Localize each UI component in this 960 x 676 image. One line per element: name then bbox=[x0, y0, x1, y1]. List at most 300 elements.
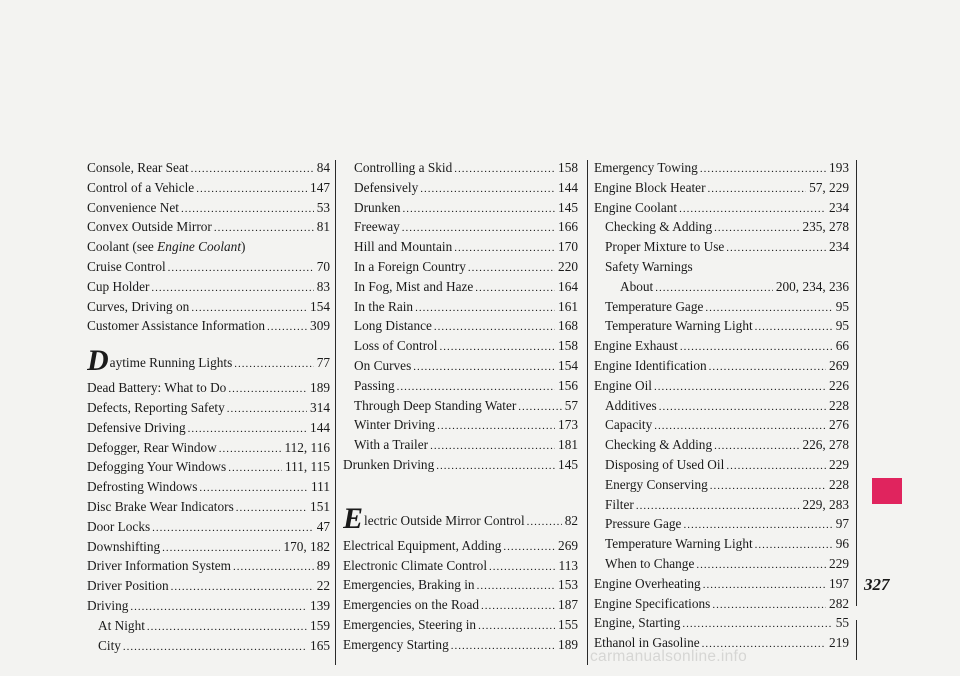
index-entry bbox=[594, 336, 849, 356]
entry-page-ref: 159 bbox=[310, 617, 330, 633]
entry-label bbox=[354, 178, 418, 198]
entry-page-ref: 226, 278 bbox=[802, 437, 849, 453]
index-entry bbox=[87, 378, 330, 398]
entry-page-ref: 170, 182 bbox=[283, 538, 330, 554]
index-entry bbox=[343, 435, 578, 455]
entry-label-text: In a Foreign Country bbox=[354, 258, 466, 274]
index-entry bbox=[343, 178, 578, 198]
entry-label-text: Emergencies on the Road bbox=[343, 597, 480, 613]
leader-dots bbox=[679, 200, 826, 218]
leader-dots bbox=[191, 160, 314, 178]
leader-dots bbox=[236, 499, 307, 517]
entry-label bbox=[605, 396, 657, 416]
entry-label bbox=[343, 536, 501, 556]
index-entry bbox=[594, 158, 849, 178]
entry-label-text: Engine Overheating bbox=[594, 575, 701, 591]
index-entry bbox=[343, 217, 578, 237]
entry-label bbox=[87, 237, 245, 257]
entry-label bbox=[605, 237, 724, 257]
leader-dots bbox=[171, 578, 314, 596]
entry-label-text: Defensively bbox=[354, 179, 419, 195]
entry-label bbox=[354, 277, 473, 297]
entry-label bbox=[87, 378, 226, 398]
entry-label-text: Convex Outside Mirror bbox=[87, 219, 212, 235]
entry-label-text: Temperature Warning Light bbox=[605, 536, 753, 552]
index-entry bbox=[343, 396, 578, 416]
entry-label-tail: ) bbox=[241, 239, 246, 255]
leader-dots bbox=[228, 459, 282, 477]
index-entry bbox=[343, 556, 578, 576]
leader-dots bbox=[654, 417, 826, 435]
entry-label bbox=[605, 297, 703, 317]
entry-label-text: Defects, Reporting Safety bbox=[87, 399, 225, 415]
entry-label-text: Ethanol in Gasoline bbox=[594, 635, 700, 651]
leader-dots bbox=[415, 299, 555, 317]
index-entry bbox=[343, 635, 578, 655]
entry-label bbox=[87, 158, 189, 178]
entry-label-text: Coolant (see bbox=[87, 239, 158, 255]
leader-dots bbox=[680, 338, 833, 356]
entry-page-ref: 57 bbox=[564, 397, 578, 413]
entry-label-text: Filter bbox=[605, 496, 634, 512]
entry-label bbox=[354, 217, 400, 237]
entry-label bbox=[87, 178, 194, 198]
entry-label bbox=[354, 297, 413, 317]
entry-page-ref: 269 bbox=[829, 357, 849, 373]
entry-label-text: Dead Battery: What to Do bbox=[87, 380, 227, 396]
index-entry bbox=[87, 217, 330, 237]
leader-dots bbox=[181, 200, 314, 218]
index-entry bbox=[594, 435, 849, 455]
leader-dots bbox=[527, 507, 562, 536]
entry-label bbox=[605, 316, 753, 336]
leader-dots bbox=[162, 539, 280, 557]
leader-dots bbox=[454, 239, 555, 257]
entry-page-ref: 228 bbox=[829, 476, 849, 492]
entry-label-italic: Engine Coolant bbox=[157, 239, 242, 255]
entry-label-text: Door Locks bbox=[87, 518, 151, 534]
entry-page-ref: 314 bbox=[310, 399, 330, 415]
entry-page-ref: 158 bbox=[558, 160, 578, 175]
index-entry bbox=[87, 517, 330, 537]
leader-dots bbox=[199, 479, 308, 497]
entry-label bbox=[605, 534, 753, 554]
entry-page-ref: 144 bbox=[558, 179, 578, 195]
entry-label bbox=[87, 297, 189, 317]
index-entry bbox=[87, 277, 330, 297]
leader-dots bbox=[659, 398, 826, 416]
leader-dots bbox=[682, 615, 832, 633]
entry-label bbox=[605, 435, 712, 455]
entry-label bbox=[620, 277, 653, 297]
index-entry bbox=[594, 475, 849, 495]
entry-label-text: Engine Oil bbox=[594, 377, 652, 393]
entry-label-text: Emergencies, Braking in bbox=[343, 577, 475, 593]
entry-label-text: Driving bbox=[87, 597, 129, 613]
index-entry bbox=[87, 497, 330, 517]
entry-page-ref: 189 bbox=[310, 380, 330, 396]
entry-label-text: Cup Holder bbox=[87, 278, 150, 294]
entry-page-ref: 197 bbox=[829, 575, 849, 591]
index-entry bbox=[87, 576, 330, 596]
index-entry bbox=[594, 257, 849, 277]
index-entry bbox=[87, 596, 330, 616]
index-entry bbox=[343, 455, 578, 475]
entry-label bbox=[87, 576, 169, 596]
leader-dots bbox=[436, 457, 555, 475]
entry-label-text: With a Trailer bbox=[354, 437, 429, 453]
leader-dots bbox=[191, 299, 307, 317]
entry-label bbox=[354, 396, 516, 416]
entry-label-text: Defensive Driving bbox=[87, 419, 186, 435]
entry-label-text: Engine, Starting bbox=[594, 615, 681, 631]
index-entry bbox=[87, 178, 330, 198]
entry-label-text: Defrosting Windows bbox=[87, 479, 198, 495]
entry-label bbox=[605, 495, 634, 515]
leader-dots bbox=[481, 597, 555, 615]
entry-page-ref: 139 bbox=[310, 597, 330, 613]
entry-label bbox=[87, 418, 186, 438]
leader-dots bbox=[468, 259, 555, 277]
entry-label-text: Engine Block Heater bbox=[594, 179, 706, 195]
entry-label bbox=[343, 635, 449, 655]
entry-label-text: Temperature Warning Light bbox=[605, 318, 753, 334]
entry-label-text: Drunken Driving bbox=[343, 456, 435, 472]
entry-label bbox=[87, 348, 232, 378]
index-entry bbox=[343, 415, 578, 435]
index-entry bbox=[343, 376, 578, 396]
leader-dots bbox=[477, 577, 555, 595]
entry-label bbox=[354, 198, 401, 218]
index-entry bbox=[87, 257, 330, 277]
leader-dots bbox=[439, 338, 555, 356]
entry-label-text: Disc Brake Wear Indicators bbox=[87, 498, 234, 514]
section-tab-marker bbox=[872, 478, 902, 504]
index-entry bbox=[87, 297, 330, 317]
entry-page-ref: 164 bbox=[558, 278, 578, 294]
entry-label bbox=[343, 575, 475, 595]
entry-label-text: lectric Outside Mirror Control bbox=[364, 512, 525, 528]
entry-page-ref: 161 bbox=[558, 298, 578, 314]
leader-dots bbox=[705, 299, 832, 317]
entry-label-text: About bbox=[620, 278, 654, 294]
entry-label bbox=[87, 596, 128, 616]
column-divider bbox=[335, 160, 336, 665]
entry-page-ref: 113 bbox=[558, 557, 578, 573]
index-entry bbox=[343, 237, 578, 257]
index-entry bbox=[594, 514, 849, 534]
entry-label-text: City bbox=[98, 637, 121, 653]
leader-dots bbox=[151, 279, 313, 297]
index-entry bbox=[343, 297, 578, 317]
leader-dots bbox=[437, 417, 555, 435]
index-entry bbox=[594, 495, 849, 515]
entry-label-text: aytime Running Lights bbox=[109, 355, 233, 371]
leader-dots bbox=[696, 556, 826, 574]
index-entry bbox=[87, 237, 330, 257]
entry-label bbox=[594, 376, 652, 396]
section-dropcap: D bbox=[87, 348, 109, 378]
entry-label-text: Driver Position bbox=[87, 578, 169, 594]
leader-dots bbox=[475, 279, 555, 297]
entry-label-text: Temperature Gage bbox=[605, 298, 704, 314]
leader-dots bbox=[454, 160, 555, 178]
entry-label bbox=[87, 217, 212, 237]
entry-label-text: Emergency Starting bbox=[343, 636, 449, 652]
leader-dots bbox=[478, 617, 555, 635]
entry-label bbox=[343, 595, 479, 615]
entry-page-ref: 168 bbox=[558, 318, 578, 334]
entry-label bbox=[87, 556, 231, 576]
index-column-1 bbox=[87, 158, 330, 655]
index-entry bbox=[594, 534, 849, 554]
index-entry bbox=[343, 277, 578, 297]
entry-label-text: Checking & Adding bbox=[605, 219, 713, 235]
index-entry bbox=[594, 237, 849, 257]
entry-label bbox=[594, 178, 706, 198]
leader-dots bbox=[420, 180, 555, 198]
index-entry bbox=[343, 356, 578, 376]
entry-label-text: Disposing of Used Oil bbox=[605, 456, 725, 472]
entry-page-ref: 83 bbox=[316, 278, 330, 294]
entry-page-ref: 144 bbox=[310, 419, 330, 435]
entry-page-ref: 155 bbox=[558, 616, 578, 632]
entry-label bbox=[87, 277, 149, 297]
entry-label-text: Engine Exhaust bbox=[594, 338, 678, 354]
leader-dots bbox=[654, 378, 826, 396]
entry-label bbox=[354, 415, 435, 435]
page-number: 327 bbox=[864, 575, 890, 594]
index-entry bbox=[594, 613, 849, 633]
index-entry bbox=[594, 356, 849, 376]
entry-label-text: Passing bbox=[354, 377, 395, 393]
entry-page-ref: 234 bbox=[829, 239, 849, 255]
entry-label bbox=[98, 636, 121, 656]
index-column-3 bbox=[594, 158, 849, 653]
entry-page-ref: 112, 116 bbox=[284, 439, 330, 455]
entry-page-ref: 53 bbox=[316, 199, 330, 215]
entry-page-ref: 154 bbox=[558, 357, 578, 373]
index-entry bbox=[594, 178, 849, 198]
entry-label bbox=[605, 217, 712, 237]
leader-dots bbox=[123, 638, 307, 656]
entry-label-text: Curves, Driving on bbox=[87, 298, 190, 314]
entry-label-text: Through Deep Standing Water bbox=[354, 397, 517, 413]
entry-page-ref: 229 bbox=[829, 456, 849, 472]
leader-dots bbox=[503, 538, 555, 556]
entry-label bbox=[605, 257, 693, 277]
entry-page-ref: 81 bbox=[316, 219, 330, 235]
entry-label-text: Loss of Control bbox=[354, 338, 438, 354]
index-entry bbox=[87, 477, 330, 497]
entry-label-text: Capacity bbox=[605, 417, 653, 433]
index-entry bbox=[594, 415, 849, 435]
index-entry bbox=[87, 398, 330, 418]
entry-label bbox=[87, 398, 225, 418]
entry-page-ref: 57, 229 bbox=[809, 179, 849, 195]
index-entry bbox=[594, 554, 849, 574]
entry-page-ref: 111 bbox=[311, 479, 330, 495]
leader-dots bbox=[130, 598, 307, 616]
leader-dots bbox=[219, 440, 282, 458]
margin-rule bbox=[856, 620, 857, 660]
entry-label-text: Electrical Equipment, Adding bbox=[343, 537, 502, 553]
index-entry bbox=[594, 277, 849, 297]
entry-page-ref: 147 bbox=[310, 179, 330, 195]
leader-dots bbox=[755, 536, 833, 554]
leader-dots bbox=[489, 558, 556, 576]
index-entry bbox=[87, 616, 330, 636]
section-dropcap: E bbox=[343, 505, 364, 535]
entry-label-text: Defogger, Rear Window bbox=[87, 439, 217, 455]
entry-label bbox=[594, 198, 677, 218]
entry-page-ref: 95 bbox=[835, 318, 849, 334]
entry-page-ref: 193 bbox=[829, 160, 849, 175]
entry-page-ref: 154 bbox=[310, 298, 330, 314]
entry-page-ref: 187 bbox=[558, 597, 578, 613]
index-entry bbox=[594, 594, 849, 614]
index-entry bbox=[343, 316, 578, 336]
leader-dots bbox=[708, 180, 807, 198]
entry-label-text: Controlling a Skid bbox=[354, 160, 453, 175]
entry-page-ref: 158 bbox=[558, 338, 578, 354]
index-entry bbox=[87, 198, 330, 218]
entry-page-ref: 156 bbox=[558, 377, 578, 393]
entry-page-ref: 82 bbox=[564, 512, 578, 528]
entry-label-text: Cruise Control bbox=[87, 258, 166, 274]
entry-label bbox=[87, 198, 179, 218]
index-entry bbox=[87, 438, 330, 458]
entry-label bbox=[354, 237, 452, 257]
entry-label-text: Winter Driving bbox=[354, 417, 436, 433]
entry-label bbox=[354, 435, 428, 455]
entry-label-text: Safety Warnings bbox=[605, 258, 693, 274]
index-entry bbox=[87, 418, 330, 438]
entry-label-text: Electronic Climate Control bbox=[343, 557, 488, 573]
index-entry bbox=[343, 198, 578, 218]
entry-page-ref: 189 bbox=[558, 636, 578, 652]
entry-label bbox=[98, 616, 145, 636]
leader-dots bbox=[451, 637, 555, 655]
entry-label-text: Engine Coolant bbox=[594, 199, 678, 215]
index-entry bbox=[594, 396, 849, 416]
entry-label-text: Driver Information System bbox=[87, 558, 232, 574]
entry-page-ref: 220 bbox=[558, 258, 578, 274]
leader-dots bbox=[397, 378, 555, 396]
index-entry bbox=[343, 506, 578, 536]
entry-label-text: Hill and Mountain bbox=[354, 239, 453, 255]
entry-label bbox=[87, 438, 217, 458]
entry-label-text: Additives bbox=[605, 397, 657, 413]
index-entry bbox=[343, 595, 578, 615]
index-entry bbox=[87, 537, 330, 557]
entry-label-text: Downshifting bbox=[87, 538, 161, 554]
index-entry bbox=[594, 217, 849, 237]
index-entry bbox=[343, 158, 578, 178]
entry-label-text: Engine Identification bbox=[594, 357, 707, 373]
entry-label-text: Emergencies, Steering in bbox=[343, 616, 477, 632]
entry-label bbox=[354, 336, 437, 356]
leader-dots bbox=[430, 437, 555, 455]
entry-label-text: Customer Assistance Information bbox=[87, 318, 266, 334]
entry-page-ref: 229 bbox=[829, 555, 849, 571]
entry-page-ref: 55 bbox=[835, 615, 849, 631]
entry-label bbox=[594, 574, 701, 594]
entry-label bbox=[343, 455, 434, 475]
index-entry bbox=[594, 455, 849, 475]
index-entry bbox=[343, 336, 578, 356]
leader-dots bbox=[703, 576, 826, 594]
entry-label bbox=[594, 594, 710, 614]
entry-label bbox=[343, 556, 487, 576]
entry-label bbox=[605, 554, 694, 574]
entry-label-text: Long Distance bbox=[354, 318, 432, 334]
entry-label-text: At Night bbox=[98, 617, 145, 633]
leader-dots bbox=[196, 180, 307, 198]
entry-label-text: Engine Specifications bbox=[594, 595, 711, 611]
leader-dots bbox=[168, 259, 314, 277]
leader-dots bbox=[413, 358, 555, 376]
entry-label bbox=[354, 356, 411, 376]
leader-dots bbox=[655, 279, 773, 297]
index-entry bbox=[87, 316, 330, 336]
entry-page-ref: 165 bbox=[310, 637, 330, 653]
leader-dots bbox=[147, 618, 307, 636]
entry-label bbox=[87, 537, 160, 557]
entry-page-ref: 77 bbox=[316, 355, 330, 371]
leader-dots bbox=[755, 318, 833, 336]
watermark: carmanualsonline.info bbox=[590, 648, 748, 665]
leader-dots bbox=[403, 200, 556, 218]
index-entry bbox=[343, 615, 578, 635]
entry-page-ref: 276 bbox=[829, 417, 849, 433]
leader-dots bbox=[434, 318, 555, 336]
entry-label-text: On Curves bbox=[354, 357, 412, 373]
leader-dots bbox=[234, 349, 313, 378]
entry-label bbox=[594, 158, 698, 178]
entry-label-text: Convenience Net bbox=[87, 199, 179, 215]
leader-dots bbox=[726, 239, 826, 257]
column-divider bbox=[587, 160, 588, 665]
entry-page-ref: 145 bbox=[558, 456, 578, 472]
entry-page-ref: 226 bbox=[829, 377, 849, 393]
entry-page-ref: 234 bbox=[829, 199, 849, 215]
entry-label bbox=[354, 257, 466, 277]
entry-page-ref: 84 bbox=[316, 160, 330, 175]
entry-page-ref: 166 bbox=[558, 219, 578, 235]
entry-label bbox=[343, 615, 476, 635]
leader-dots bbox=[227, 400, 307, 418]
entry-page-ref: 97 bbox=[835, 516, 849, 532]
leader-dots bbox=[188, 420, 307, 438]
entry-label-text: Drunken bbox=[354, 199, 401, 215]
leader-dots bbox=[233, 558, 314, 576]
entry-page-ref: 200, 234, 236 bbox=[775, 278, 849, 294]
entry-page-ref: 145 bbox=[558, 199, 578, 215]
entry-page-ref: 235, 278 bbox=[802, 219, 849, 235]
entry-page-ref: 70 bbox=[316, 258, 330, 274]
entry-page-ref: 151 bbox=[310, 498, 330, 514]
leader-dots bbox=[518, 398, 561, 416]
entry-page-ref: 22 bbox=[316, 578, 330, 594]
entry-page-ref: 282 bbox=[829, 595, 849, 611]
index-entry bbox=[343, 257, 578, 277]
leader-dots bbox=[228, 380, 307, 398]
entry-page-ref: 269 bbox=[558, 537, 578, 553]
entry-label-text: Checking & Adding bbox=[605, 437, 713, 453]
entry-label-text: In Fog, Mist and Haze bbox=[354, 278, 474, 294]
leader-dots bbox=[714, 437, 799, 455]
